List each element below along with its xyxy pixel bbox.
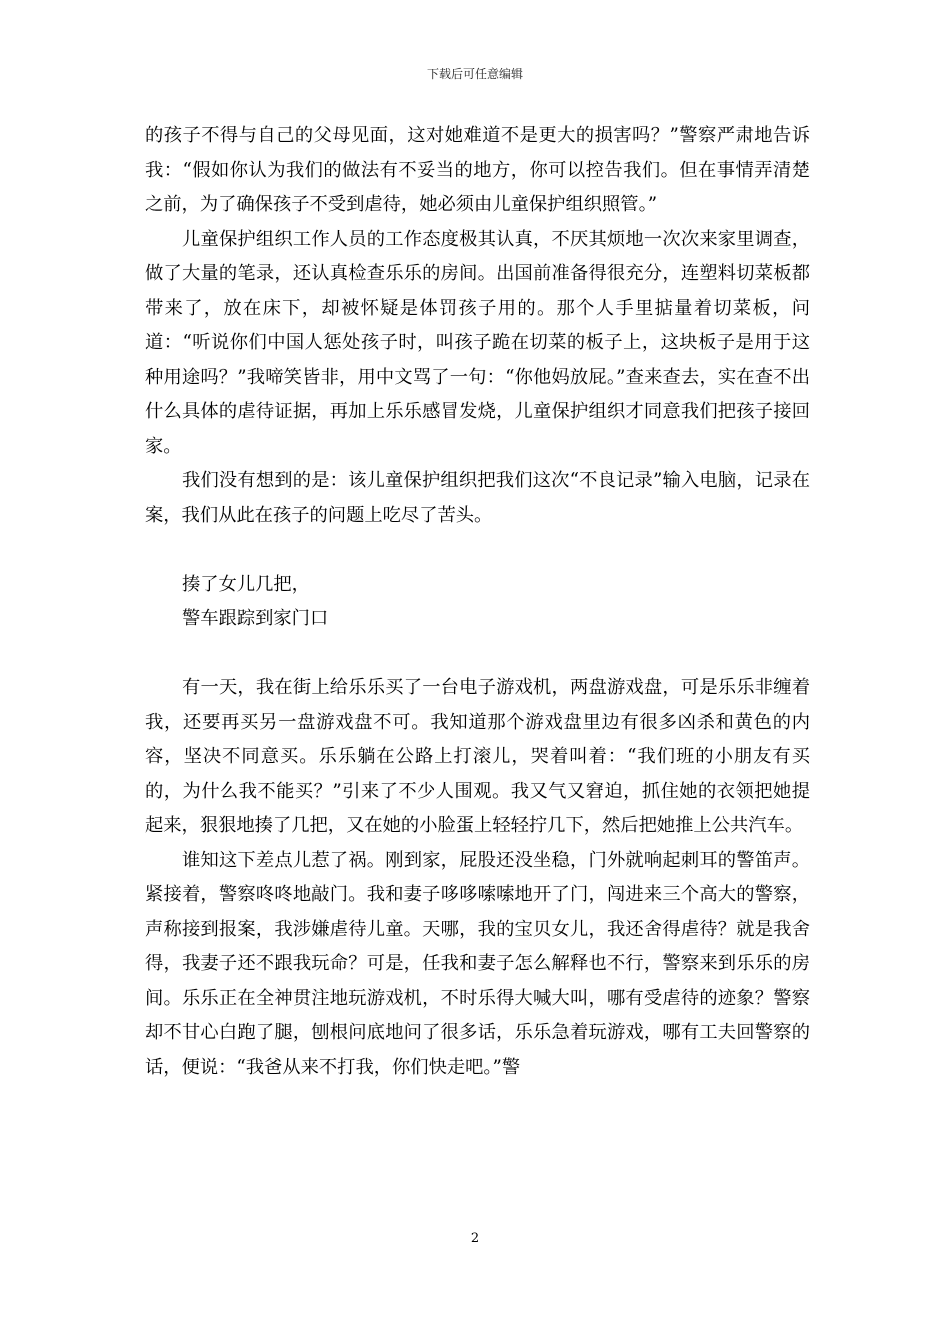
- section-heading-line-1: 揍了女儿几把，: [182, 573, 310, 595]
- paragraph: 我们没有想到的是：该儿童保护组织把我们这次“不良记录”输入电脑，记录在案，我们从此在孩子的问题上吃尽了苦头。: [145, 470, 810, 526]
- document-body: [145, 119, 810, 1085]
- page-header: 下载后可任意编辑: [426, 67, 523, 81]
- page-number: 2: [470, 1231, 480, 1246]
- paragraph-continued: 的孩子不得与自己的父母见面，这对她难道不是更大的损害吗？”警察严肃地告诉我：“假如你认为我们的做法有不妥当的地方，你可以控告我们。但在事情弄清楚之前，为了确保孩子不受到虐待，她必须由儿童保护组织照管。”: [145, 125, 810, 215]
- blank-line: [145, 637, 810, 672]
- paragraph: 儿童保护组织工作人员的工作态度极其认真，不厌其烦地一次次来家里调查，做了大量的笔录，还认真检查乐乐的房间。出国前准备得很充分，连塑料切菜板都带来了，放在床下，却被怀疑是体罚孩子用的。那个人手里掂量着切菜板，问道：“听说你们中国人惩处孩子时，叫孩子跪在切菜的板子上，这块板子是用于这种用途吗？”我啼笑皆非，用中文骂了一句：“你他妈放屁。”查来查去，实在查不出什么具体的虐待证据，再加上乐乐感冒发烧，儿童保护组织才同意我们把孩子接回家。: [145, 228, 810, 457]
- section-heading-line-2: 警车跟踪到家门口: [182, 608, 329, 629]
- paragraph: 有一天，我在街上给乐乐买了一台电子游戏机，两盘游戏盘，可是乐乐非缠着我，还要再买另一盘游戏盘不可。我知道那个游戏盘里边有很多凶杀和黄色的内容，坚决不同意买。乐乐躺在公路上打滚儿，哭着叫着：“我们班的小朋友有买的，为什么我不能买？”引来了不少人围观。我又气又窘迫，抓住她的衣领把她提起来，狠狠地揍了几把，又在她的小脸蛋上轻轻拧几下，然后把她推上公共汽车。: [145, 677, 810, 836]
- paragraph: 谁知这下差点儿惹了祸。刚到家，屁股还没坐稳，门外就响起刺耳的警笛声。紧接着，警察咚咚地敲门。我和妻子哆哆嗦嗦地开了门，闯进来三个高大的警察，声称接到报案，我涉嫌虐待儿童。天哪，我的宝贝女儿，我还舍得虐待？就是我舍得，我妻子还不跟我玩命？可是，任我和妻子怎么解释也不行，警察来到乐乐的房间。乐乐正在全神贯注地玩游戏机，不时乐得大喊大叫，哪有受虐待的迹象？警察却不甘心白跑了腿，刨根问底地问了很多话，乐乐急着玩游戏，哪有工夫回警察的话，便说：“我爸从来不打我，你们快走吧。”警: [145, 849, 810, 1078]
- blank-line: [145, 533, 810, 568]
